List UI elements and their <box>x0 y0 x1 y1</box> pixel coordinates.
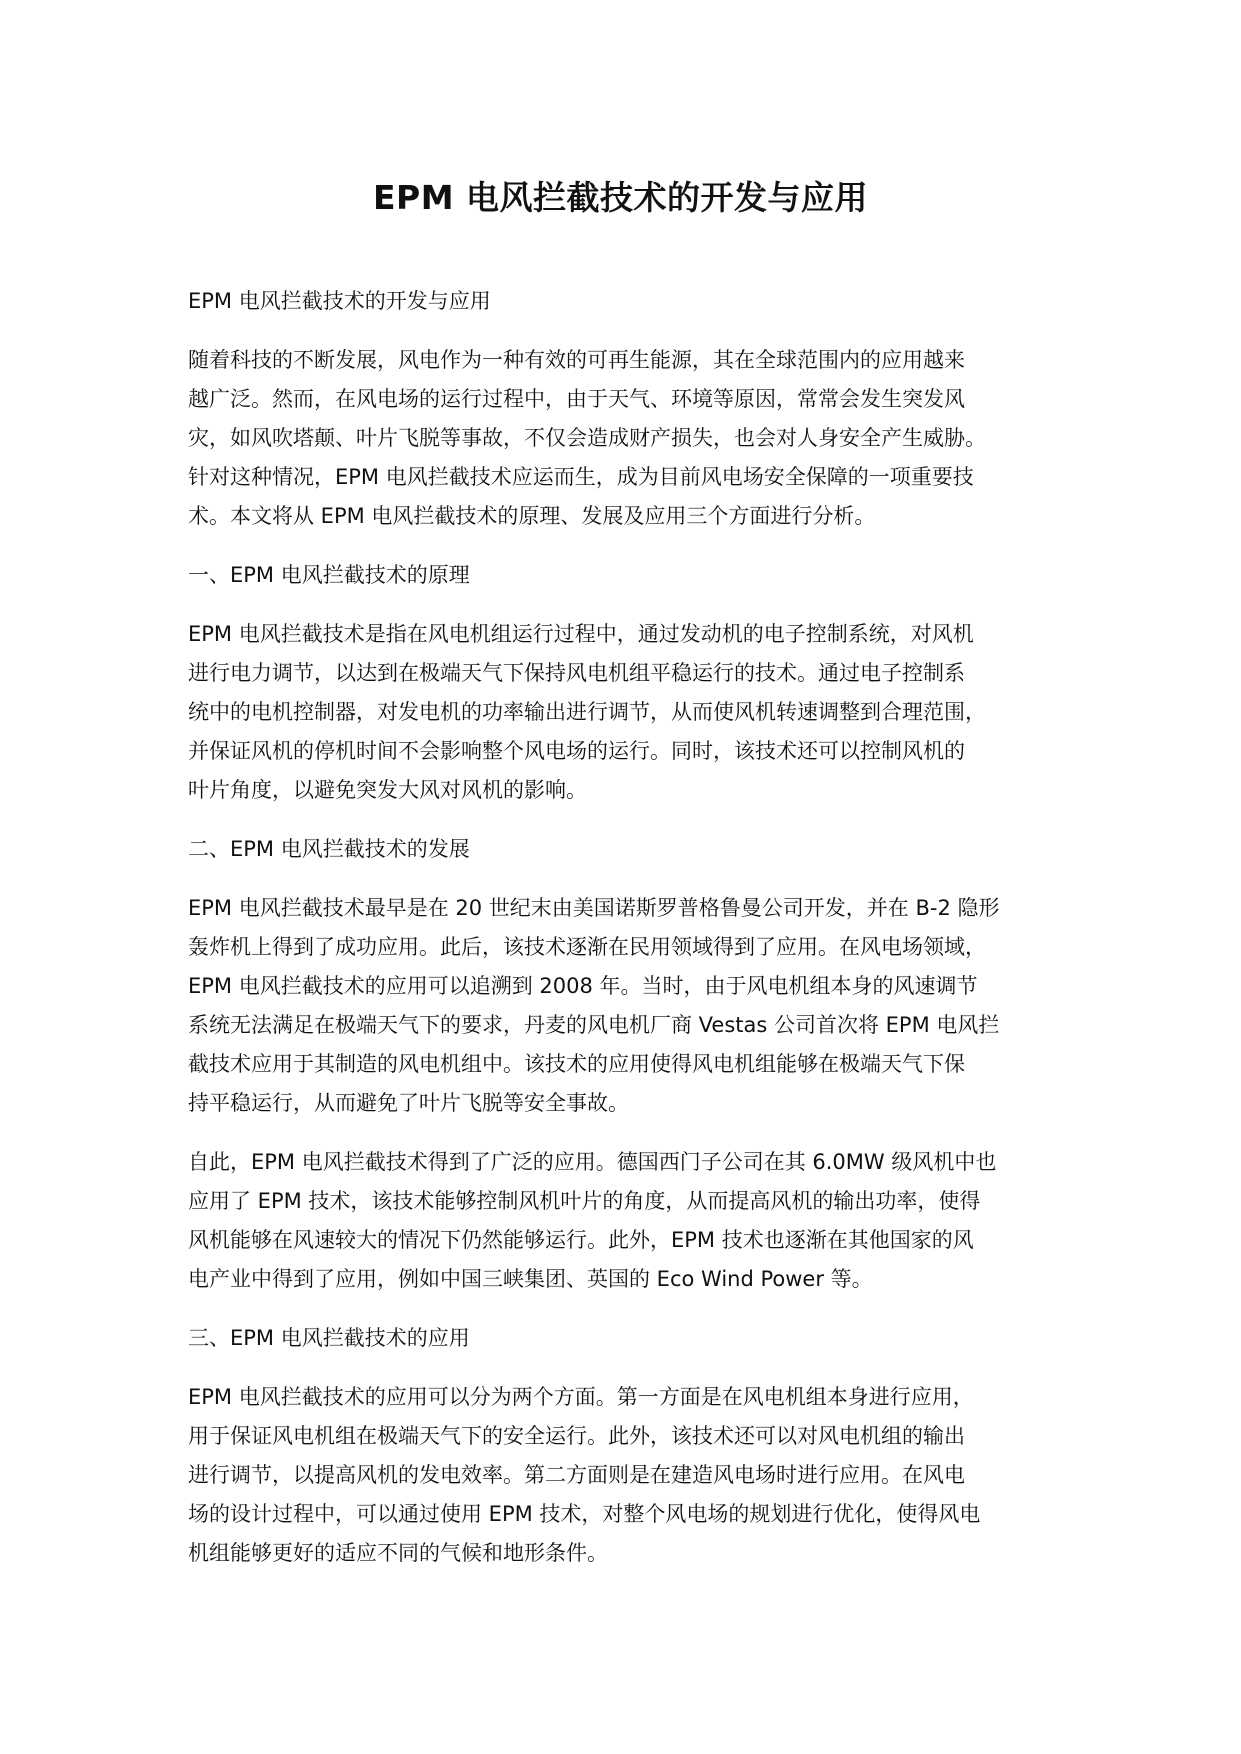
text-line: 叶片角度，以避免突发大风对风机的影响。 <box>188 778 587 802</box>
text-line: EPM 电风拦截技术是指在风电机组运行过程中，通过发动机的电子控制系统，对风机 <box>188 622 974 646</box>
text-line: EPM 电风拦截技术的应用可以分为两个方面。第一方面是在风电机组本身进行应用， <box>188 1385 974 1409</box>
text-line: EPM 电风拦截技术的开发与应用 <box>188 289 491 313</box>
paragraph-development-2 <box>188 1143 1073 1299</box>
text-line: 并保证风机的停机时间不会影响整个风电场的运行。同时，该技术还可以控制风机的 <box>188 739 965 763</box>
text-line: 应用了 EPM 技术，该技术能够控制风机叶片的角度，从而提高风机的输出功率，使得 <box>188 1189 981 1213</box>
section-heading-principle <box>188 556 1073 595</box>
text-line: 统中的电机控制器，对发电机的功率输出进行调节，从而使风机转速调整到合理范围， <box>188 700 986 724</box>
text-line: 场的设计过程中，可以通过使用 EPM 技术，对整个风电场的规划进行优化，使得风电 <box>188 1502 981 1526</box>
paragraph-intro <box>188 341 1073 536</box>
paragraph-principle <box>188 615 1073 810</box>
document-body <box>188 282 1073 1593</box>
section-heading-application <box>188 1319 1073 1358</box>
text-line: 自此，EPM 电风拦截技术得到了广泛的应用。德国西门子公司在其 6.0MW 级风机中也 <box>188 1150 997 1174</box>
text-line: 越广泛。然而，在风电场的运行过程中，由于天气、环境等原因，常常会发生突发风 <box>188 387 965 411</box>
text-line: 随着科技的不断发展，风电作为一种有效的可再生能源，其在全球范围内的应用越来 <box>188 348 965 372</box>
text-line: 灾，如风吹塔颠、叶片飞脱等事故，不仅会造成财产损失，也会对人身安全产生威胁。 <box>188 426 986 450</box>
text-line: EPM 电风拦截技术的应用可以追溯到 2008 年。当时，由于风电机组本身的风速调节 <box>188 974 978 998</box>
text-line: EPM 电风拦截技术最早是在 20 世纪末由美国诺斯罗普格鲁曼公司开发，并在 B-2 隐形 <box>188 896 1000 920</box>
text-line: 用于保证风电机组在极端天气下的安全运行。此外，该技术还可以对风电机组的输出 <box>188 1424 965 1448</box>
text-line: 针对这种情况，EPM 电风拦截技术应运而生，成为目前风电场安全保障的一项重要技 <box>188 465 974 489</box>
text-line: 术。本文将从 EPM 电风拦截技术的原理、发展及应用三个方面进行分析。 <box>188 504 876 528</box>
text-line: 二、EPM 电风拦截技术的发展 <box>188 837 470 861</box>
section-heading-development <box>188 830 1073 869</box>
text-line: 持平稳运行，从而避免了叶片飞脱等安全事故。 <box>188 1091 629 1115</box>
paragraph-application <box>188 1378 1073 1573</box>
text-line: 风机能够在风速较大的情况下仍然能够运行。此外，EPM 技术也逐渐在其他国家的风 <box>188 1228 974 1252</box>
paragraph-development <box>188 889 1073 1123</box>
text-line: 一、EPM 电风拦截技术的原理 <box>188 563 470 587</box>
text-line: 截技术应用于其制造的风电机组中。该技术的应用使得风电机组能够在极端天气下保 <box>188 1052 965 1076</box>
text-line: 机组能够更好的适应不同的气候和地形条件。 <box>188 1541 608 1565</box>
text-line: 进行调节，以提高风机的发电效率。第二方面则是在建造风电场时进行应用。在风电 <box>188 1463 965 1487</box>
text-line: 进行电力调节，以达到在极端天气下保持风电机组平稳运行的技术。通过电子控制系 <box>188 661 965 685</box>
paragraph-subtitle <box>188 282 1073 321</box>
text-line: 系统无法满足在极端天气下的要求，丹麦的风电机厂商 Vestas 公司首次将 EPM 电风拦 <box>188 1013 1000 1037</box>
text-line: 轰炸机上得到了成功应用。此后，该技术逐渐在民用领域得到了应用。在风电场领域， <box>188 935 986 959</box>
text-line: 三、EPM 电风拦截技术的应用 <box>188 1326 470 1350</box>
text-line: 电产业中得到了应用，例如中国三峡集团、英国的 Eco Wind Power 等。 <box>188 1267 873 1291</box>
document-title: EPM 电风拦截技术的开发与应用 <box>372 178 869 217</box>
